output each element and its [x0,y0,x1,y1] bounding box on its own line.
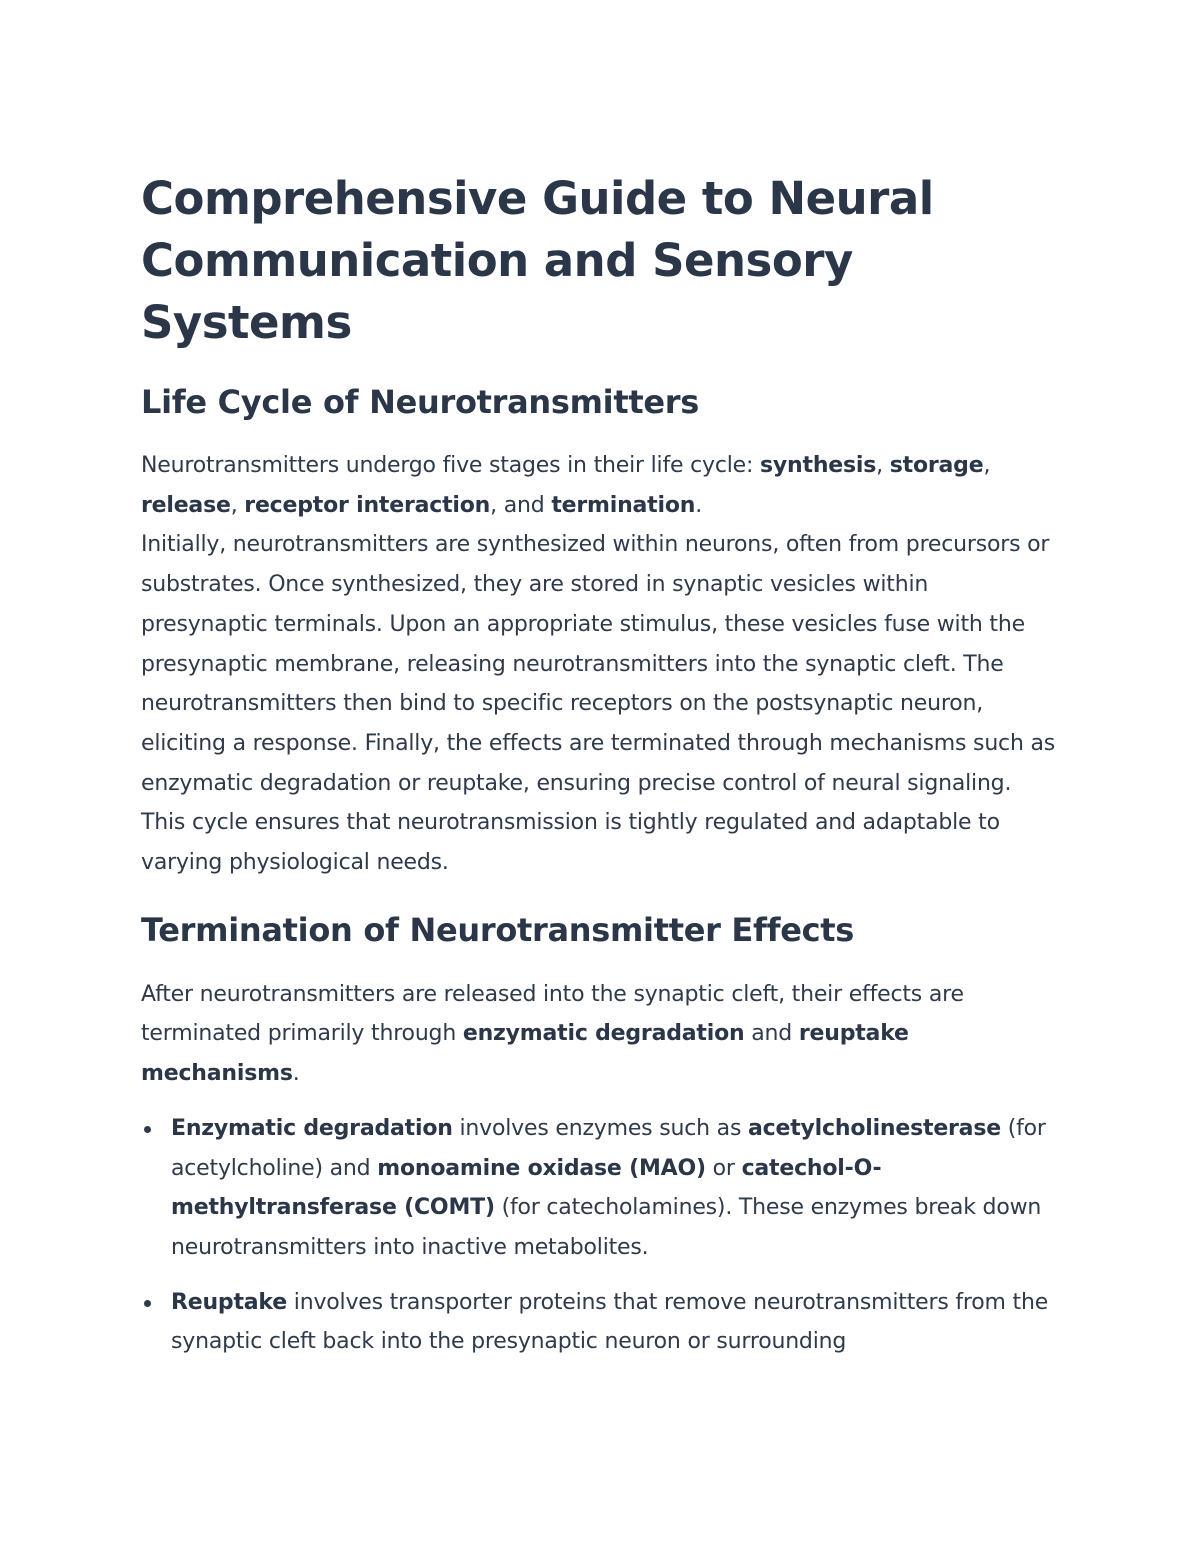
text-run: , [876,453,890,478]
term-reuptake-mechanisms: reuptake mechanisms [141,1021,909,1087]
bullet-icon [144,1300,151,1307]
term-enzymatic-degradation: Enzymatic degradation [171,1115,453,1141]
term-receptor-interaction: receptor interaction [244,492,491,518]
text-run: , and [490,492,552,518]
bullet-icon [144,1126,151,1133]
term-release: release [141,492,231,518]
text-run: , [230,492,245,518]
term-storage: storage [889,453,984,478]
list-item [141,1109,1061,1268]
text-run: or [705,1155,742,1181]
text-run: and [744,1021,799,1047]
bullet-text [171,1283,1061,1362]
text-run: (for acetylcholine) and [171,1115,1046,1181]
document-page [141,168,1061,1377]
document-title: Comprehensive Guide to Neural Communication and Sensory Systems [141,172,934,349]
term-comt: catechol-O-methyltransferase (COMT) [171,1155,882,1221]
text-run: . [292,1061,300,1087]
text-run: involves enzymes such as [452,1115,749,1141]
termination-bullet-list [141,1109,1061,1362]
term-acetylcholinesterase: acetylcholinesterase [748,1115,1001,1141]
term-monoamine-oxidase: monoamine oxidase (MAO) [377,1155,706,1181]
text-run: (for catecholamines). These enzymes break down neurotransmitters into inactive metabolites. [171,1195,1042,1260]
lifecycle-body-paragraph: Initially, neurotransmitters are synthesized within neurons, often from precursors or substrates. Once synthesized, they are stored in synaptic vesicles within presynaptic terminals. Upon an appropriate stimulus, these vesicles fuse with the presynaptic membrane, releasing neurotransmitters into the synaptic cleft. The neurotransmitters then bind to specific receptors on the postsynaptic neuron, eliciting a response. Finally, the effects are terminated through mechanisms such as enzymatic degradation or reuptake, ensuring precise control of neural signaling. This cycle ensures that neurotransmission is tightly regulated and adaptable to varying physiological needs. [141,532,1056,876]
term-synthesis: synthesis [760,453,877,478]
text-run: , [983,453,991,478]
termination-intro-paragraph [141,975,1061,1094]
term-enzymatic-degradation: enzymatic degradation [462,1021,745,1047]
text-run: . [695,492,703,518]
section-heading-termination: Termination of Neurotransmitter Effects [141,910,855,949]
bullet-text [171,1109,1061,1268]
lifecycle-intro-paragraph [141,446,1061,525]
term-termination: termination [551,492,696,518]
list-item [141,1283,1061,1362]
text-run: After neurotransmitters are released into the synaptic cleft, their effects are terminated primarily through [141,981,964,1047]
text-run: Neurotransmitters undergo five stages in their life cycle: [141,453,761,478]
section-heading-lifecycle: Life Cycle of Neurotransmitters [141,383,699,421]
term-reuptake: Reuptake [171,1289,287,1315]
text-run: involves transporter proteins that remove neurotransmitters from the synaptic cleft back into the presynaptic neuron or surrounding [171,1289,1049,1355]
